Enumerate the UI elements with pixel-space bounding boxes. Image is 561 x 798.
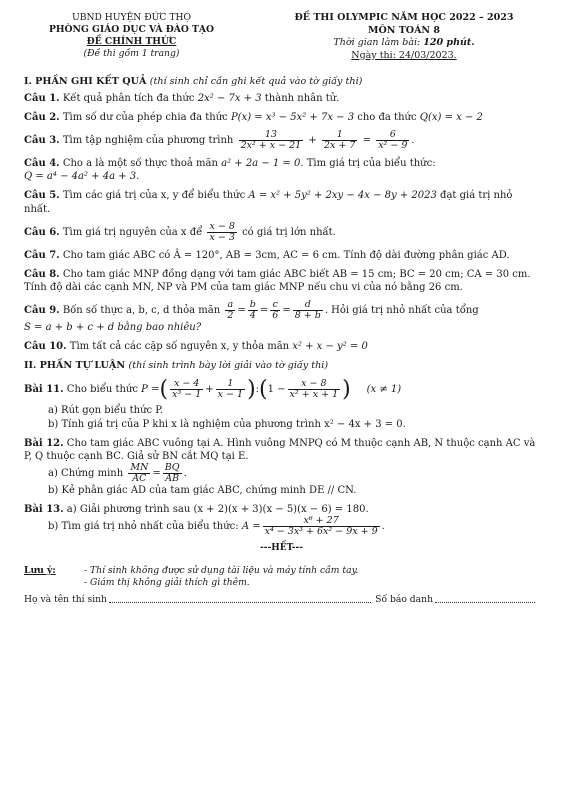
question-6: Câu 6. Tìm giá trị nguyên của x để $\frac{x - 8}{x - 3}$ có giá trị lớn nhất.: [24, 220, 336, 243]
note-label: Lưu ý:: [24, 565, 56, 577]
question-1: Câu 1. Kết quả phân tích đa thức 2x² − 7x + 3 thành nhân tử.: [24, 92, 340, 104]
fraction: $\frac{6}{\text{x² − 9}}$: [378, 129, 408, 152]
fraction: $\frac{MN}{AC}$: [130, 462, 149, 485]
question-5: Câu 5. Tìm các giá trị của x, y để biểu thức A = x² + 5y² + 2xy − 4x − 8y + 2023 đạt giá trị nhỏ nhất.: [24, 190, 513, 215]
question-2: Câu 2. Tìm số dư của phép chia đa thức P(x) = x³ − 5x² + 7x − 3 cho đa thức Q(x) = x − 2: [24, 111, 483, 123]
exam-header: [24, 12, 539, 62]
problem-11-b: b) Tính giá trị của P khi x là nghiệm của phương trình x² − 4x + 3 = 0.: [48, 418, 406, 430]
end-mark: ---HẾT---: [260, 543, 303, 554]
department-name: PHÒNG GIÁO DỤC VÀ ĐÀO TẠO: [48, 24, 215, 36]
notes: [24, 565, 539, 589]
fraction: $\frac{BQ}{AB}$: [164, 462, 180, 485]
exam-title: ĐỀ THI OLYMPIC NĂM HỌC 2022 – 2023: [294, 12, 514, 23]
problem-12-a: a) Chứng minh $\frac{MN}{AC}$ = $\frac{BQ}{AB}$ .: [48, 462, 187, 485]
question-3: Câu 3. Tìm tập nghiệm của phương trình $\frac{13}{\text{2x² + x − 21}}$ + $\frac{1}{2x + 7}$ = $\frac{6}{\text{x² − 9}}$ .: [24, 129, 415, 152]
fraction: $\frac{d}{8 + b}$: [294, 299, 321, 322]
header-left: [24, 12, 239, 62]
fraction: $\frac{x - 4}{\text{x³ − 1}}$: [172, 378, 202, 401]
part2-heading: II. PHẦN TỰ LUẬN (thí sinh trình bày lời giải vào tờ giấy thi): [24, 359, 329, 371]
question-10: Câu 10. Tìm tất cả các cặp số nguyên x, y thỏa mãn x² + x − y² = 0: [24, 341, 368, 353]
exam-subject: MÔN TOÁN 8: [367, 24, 441, 36]
district-name: UBND HUYỆN ĐỨC THỌ: [71, 12, 192, 23]
candidate-name-field: [109, 594, 371, 603]
page-count: (Đề thi gồm 1 trang): [83, 48, 180, 60]
candidate-id-field: [435, 594, 535, 603]
problem-13: Bài 13. a) Giải phương trình sau (x + 2)(x + 3)(x − 5)(x − 6) = 180. b) Tìm giá trị nhỏ nhất của biểu thức: A = $\frac{\text{x⁶ + 27}}{\text{x⁴ − 3x³ + 6x² − 9x + 9}}$ .: [24, 503, 539, 537]
fraction: $\frac{c}{6}$: [272, 299, 279, 322]
question-7: Câu 7. Cho tam giác ABC có Â = 120°, AB = 3cm, AC = 6 cm. Tính độ dài đường phân giác AD.: [24, 249, 510, 261]
fraction: $\frac{13}{\text{2x² + x − 21}}$: [240, 129, 302, 152]
exam-time: Thời gian làm bài: 120 phút.: [333, 37, 475, 49]
fraction: $\frac{a}{2}$: [227, 299, 234, 322]
fraction: $\frac{1}{2x + 7}$: [323, 129, 356, 152]
candidate-info: [24, 594, 539, 606]
problem-12-b: b) Kẻ phân giác AD của tam giác ABC, chứng minh DE // CN.: [48, 485, 357, 497]
candidate-id-label: Số báo danh: [375, 593, 433, 605]
fraction: $\frac{x - 8}{x - 3}$: [209, 220, 235, 243]
question-4: Câu 4. Cho a là một số thực thoả mãn a² + 2a − 1 = 0. Tìm giá trị của biểu thức: Q = a⁴ − 4a² + 4a + 3.: [24, 158, 436, 183]
fraction: $\frac{b}{4}$: [249, 299, 256, 322]
fraction: $\frac{\text{x⁶ + 27}}{\text{x⁴ − 3x³ + 6x² − 9x + 9}}$: [264, 515, 378, 538]
problem-11: Bài 11. Cho biểu thức P =( $\frac{x - 4}{\text{x³ − 1}}$ + $\frac{1}{x - 1}$ ):(1 − $\frac{x - 8}{\text{x² + x + 1}}$ ) (x ≠ 1) a) Rút gọn biểu thức P. b) Tính giá trị của P khi x là nghiệm của phương trình x² − 4x + 3 = 0.: [24, 375, 539, 430]
problem-12: Bài 12. Cho tam giác ABC vuông tại A. Hình vuông MNPQ có M thuộc cạnh AB, N thuộc cạnh AC và P, Q thuộc cạnh BC. Giả sử BN cắt MQ tại E. a) Chứng minh $\frac{MN}{AC}$ = $\frac{BQ}{AB}$ . b) Kẻ phân giác AD của tam giác ABC, chứng minh DE // CN.: [24, 437, 539, 498]
question-8: Câu 8. Cho tam giác MNP đồng dạng với tam giác ABC biết AB = 15 cm; BC = 20 cm; CA = 30 cm. Tính độ dài các cạnh MN, NP và PM của tam giác MNP nếu chu vi của nó bằng 26 cm.: [24, 268, 531, 294]
note-item: - Giám thị không giải thích gì thêm.: [84, 577, 250, 589]
header-right: [269, 12, 539, 62]
footer: [24, 565, 539, 605]
candidate-name-label: Họ và tên thí sinh: [24, 593, 107, 605]
note-item: - Thí sinh không được sử dụng tài liệu và máy tính cầm tay.: [84, 565, 359, 577]
exam-date: Ngày thi: 24/03/2023.: [351, 49, 457, 61]
part1-heading: I. PHẦN GHI KẾT QUẢ (thí sinh chỉ cần ghi kết quả vào tờ giấy thi): [24, 76, 363, 88]
problem-11-a: a) Rút gọn biểu thức P.: [48, 405, 164, 417]
official-label: ĐỀ CHÍNH THỨC: [86, 36, 177, 48]
problem-13-b: b) Tìm giá trị nhỏ nhất của biểu thức: A = $\frac{\text{x⁶ + 27}}{\text{x⁴ − 3x³ + 6x² − 9x + 9}}$ .: [48, 515, 385, 538]
question-9: Câu 9. Bốn số thực a, b, c, d thỏa mãn $\frac{a}{2}$ = $\frac{b}{4}$ = $\frac{c}{6}$ = $\frac{d}{8 + b}$ . Hỏi giá trị nhỏ nhất của tổng S = a + b + c + d bằng bao nhiêu?: [24, 299, 479, 334]
fraction: $\frac{x - 8}{\text{x² + x + 1}}$: [289, 378, 339, 401]
fraction: $\frac{1}{x - 1}$: [217, 378, 244, 401]
